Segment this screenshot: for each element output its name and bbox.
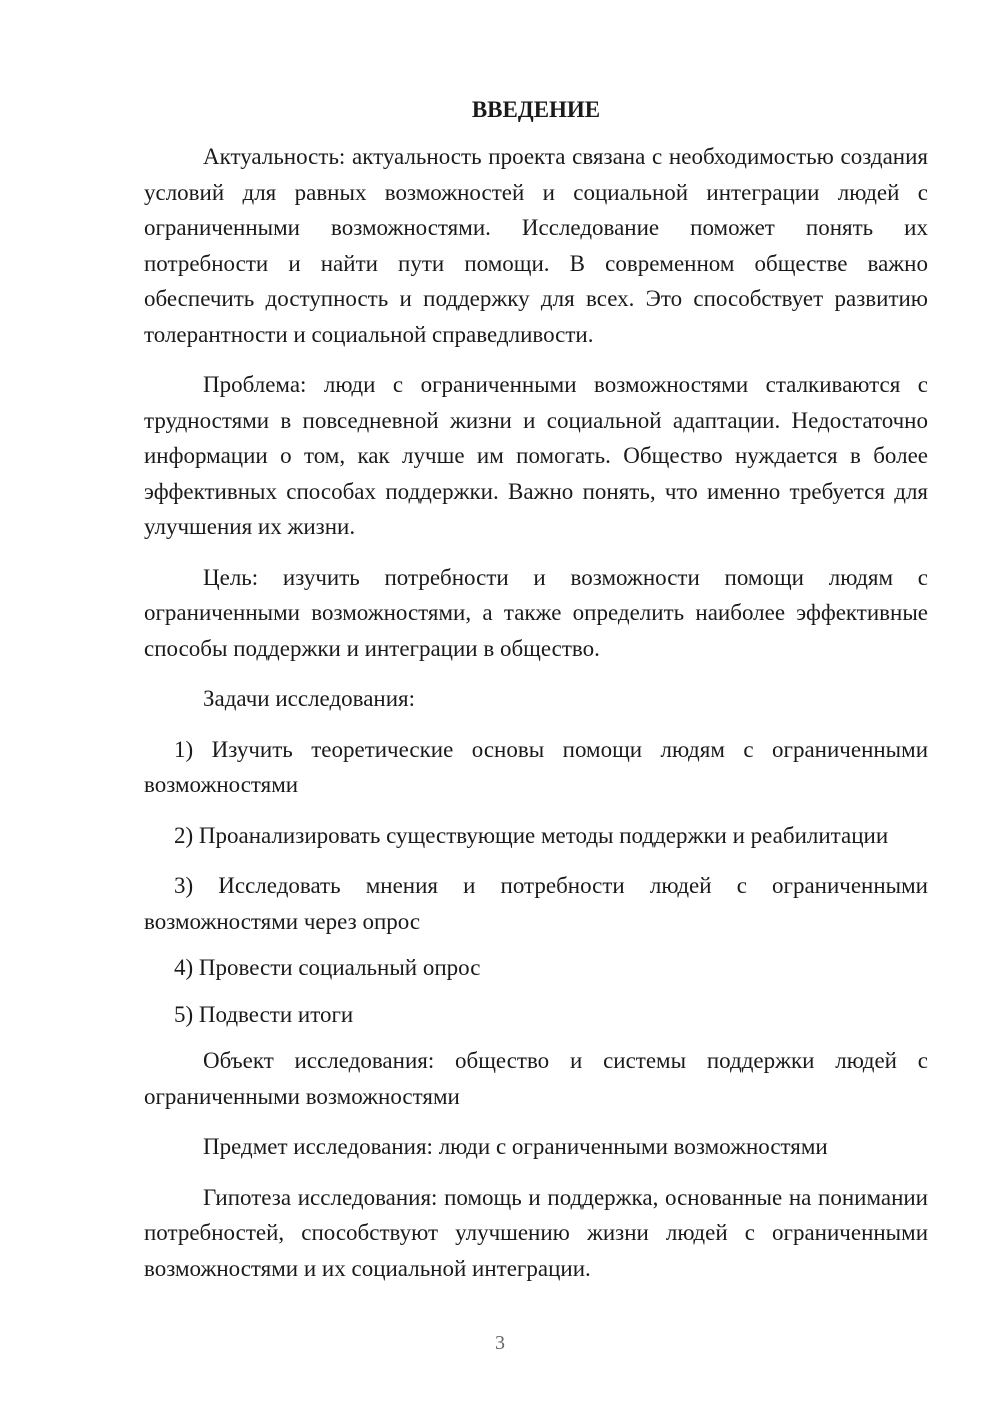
hypothesis-paragraph: Гипотеза исследования: помощь и поддержка, основанные на понимании потребностей, способствуют улучшению жизни людей с ограниченными возможностями и их социальной интеграции. (144, 1184, 928, 1281)
object-paragraph: Объект исследования: общество и системы поддержки людей с ограниченными возможностями (144, 1048, 928, 1109)
task-item-1: 1) Изучить теоретические основы помощи людям с ограниченными возможностями (144, 736, 928, 797)
goal-paragraph: Цель: изучить потребности и возможности помощи людям с ограниченными возможностями, а также определить наиболее эффективные способы поддержки и интеграции в общество. (144, 564, 928, 661)
task-item-4: 4) Провести социальный опрос (174, 955, 481, 980)
page-number: 3 (495, 1332, 505, 1354)
subject-paragraph: Предмет исследования: люди с ограниченными возможностями (203, 1134, 828, 1159)
task-item-2: 2) Проанализировать существующие методы поддержки и реабилитации (174, 822, 889, 848)
section-title: ВВЕДЕНИЕ (471, 97, 601, 122)
page-content (144, 92, 928, 1286)
relevance-paragraph: Актуальность: актуальность проекта связана с необходимостью создания условий для равных возможностей и социальной интеграции людей с ограниченными возможностями. Исследование поможет понять их потребности и найти пути помощи. В современном обществе важно обеспечить доступность и поддержку для всех. Это способствует развитию толерантности и социальной справедливости. (144, 144, 928, 347)
problem-paragraph: Проблема: люди с ограниченными возможностями сталкиваются с трудностями в повседневной жизни и социальной адаптации. Недостаточно информации о том, как лучше им помогать. Общество нуждается в более эффективных способах поддержки. Важно понять, что именно требуется для улучшения их жизни. (144, 372, 928, 539)
task-item-5: 5) Подвести итоги (174, 1001, 354, 1027)
tasks-heading: Задачи исследования: (203, 686, 416, 711)
task-item-3: 3) Исследовать мнения и потребности людей с ограниченными возможностями через опрос (144, 873, 928, 934)
